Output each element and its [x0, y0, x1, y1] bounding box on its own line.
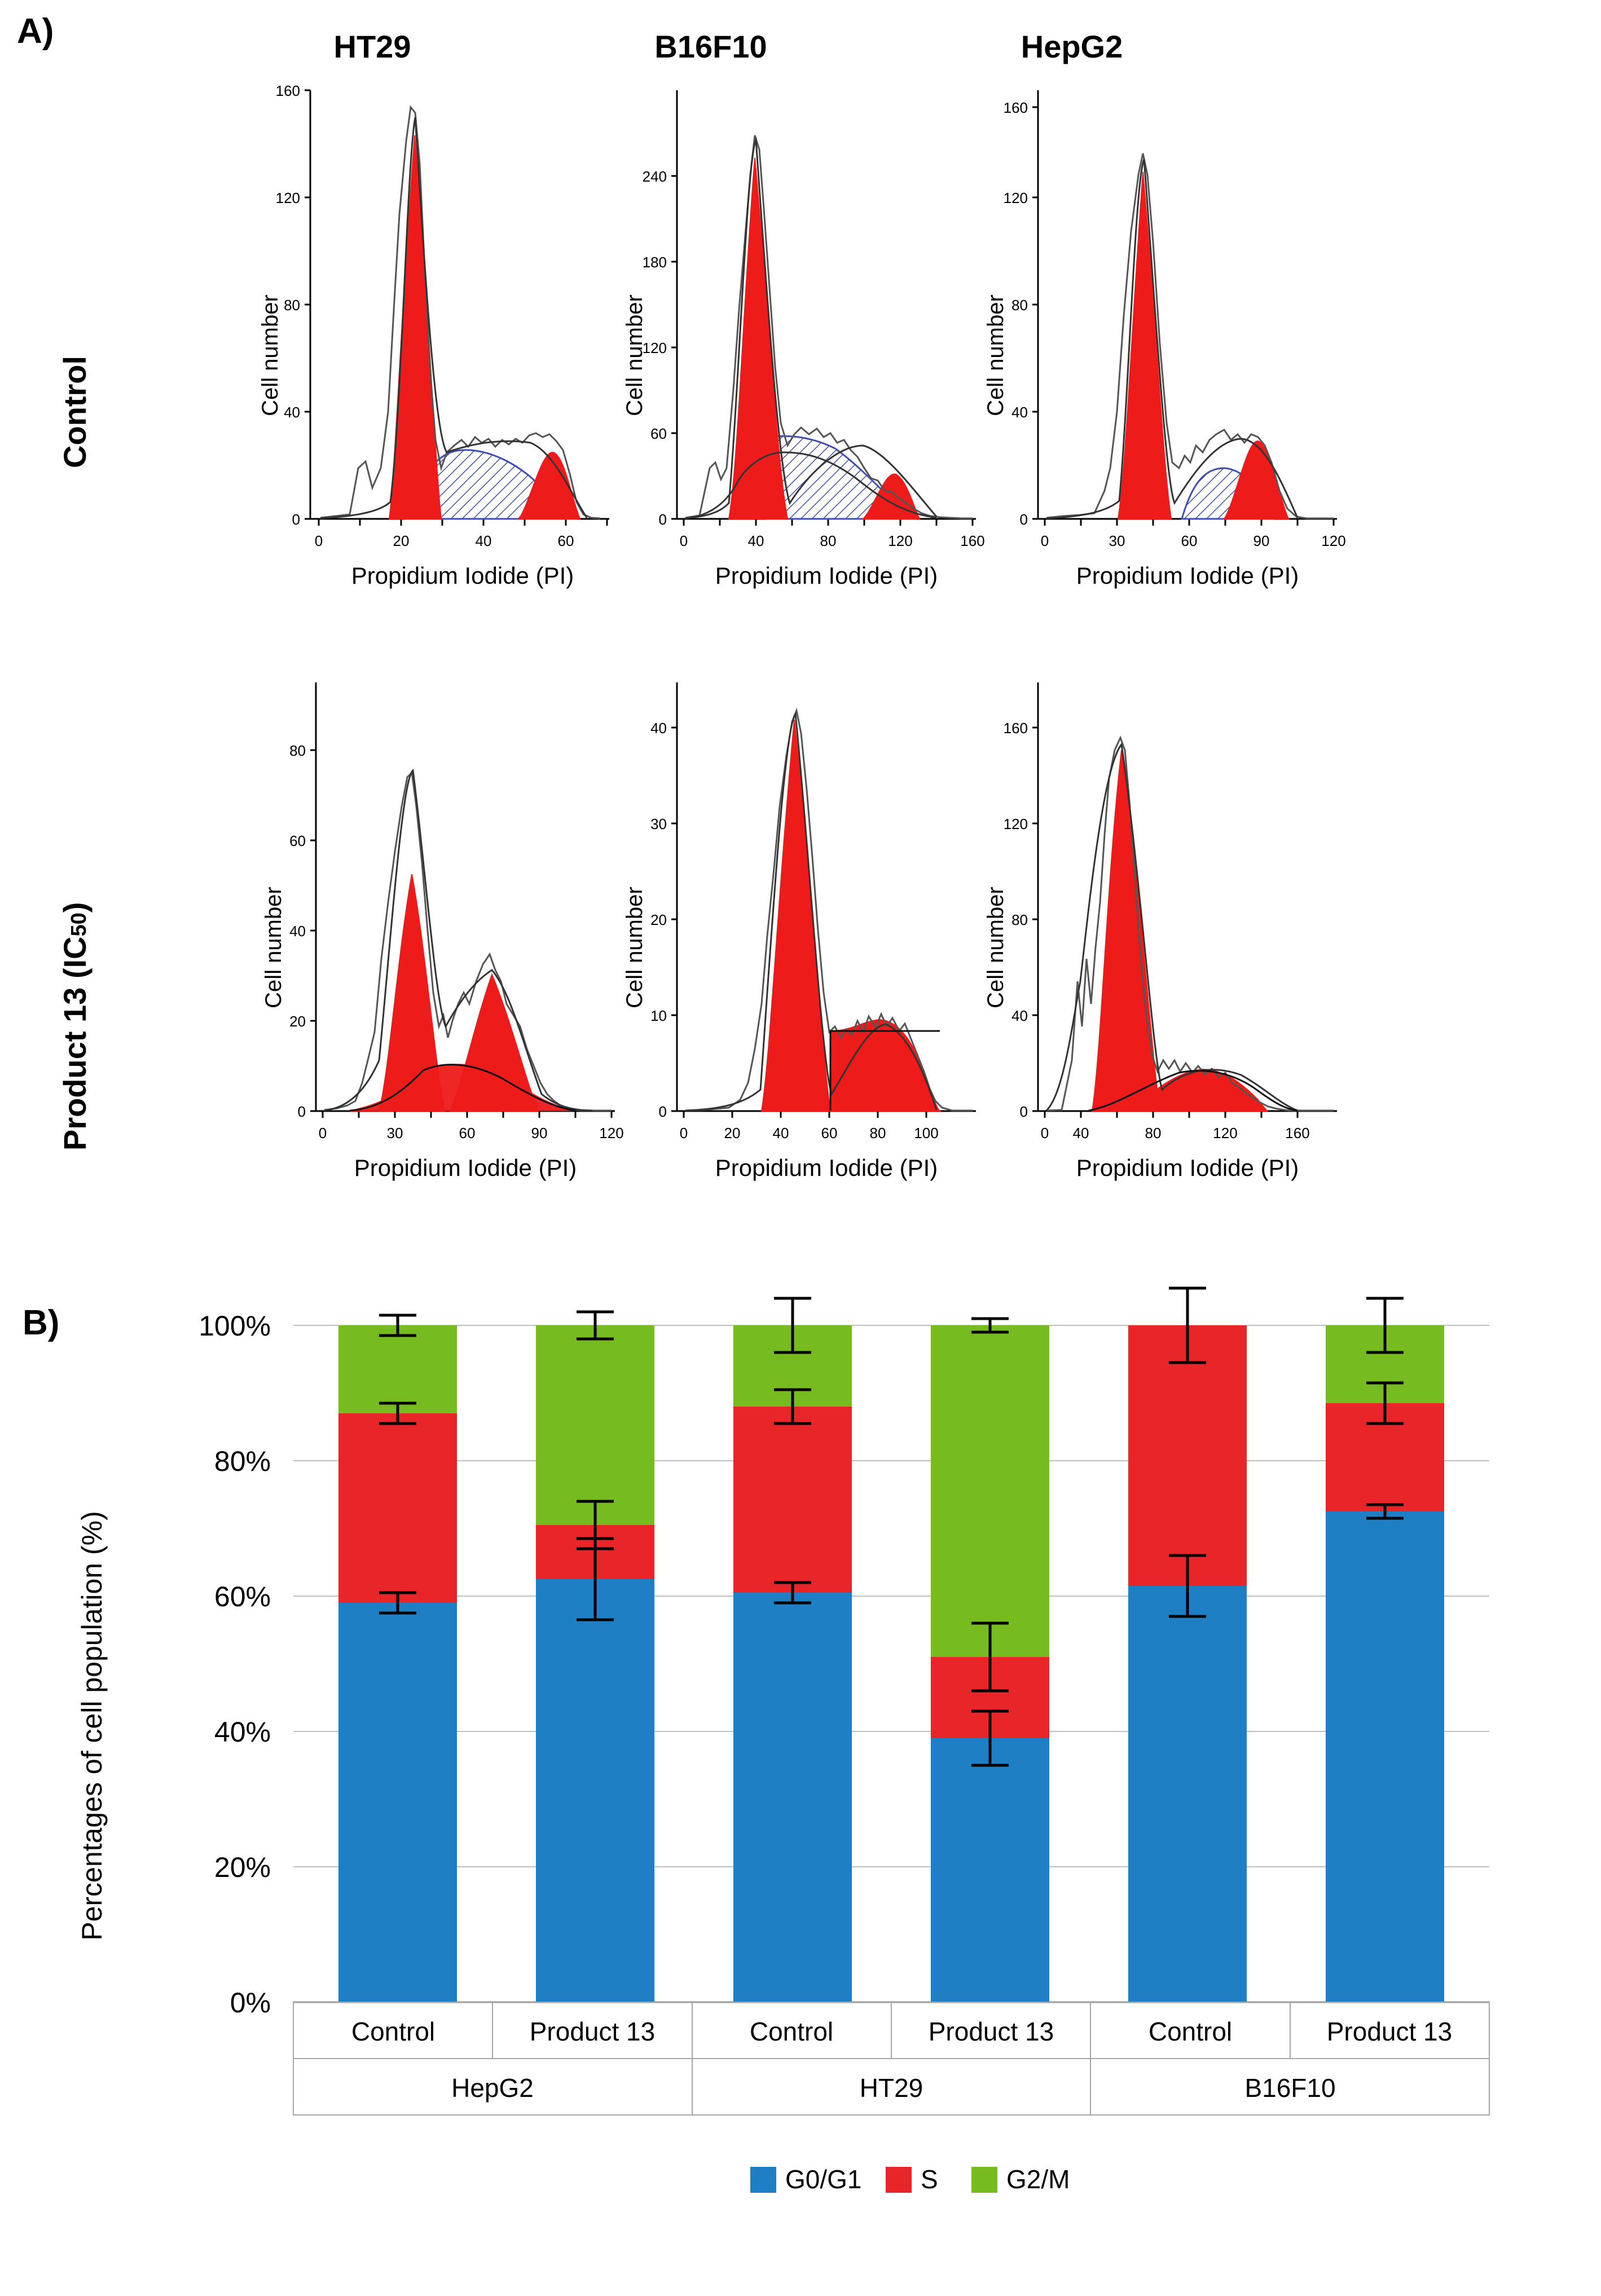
svg-text:40: 40 — [1011, 1007, 1028, 1024]
svg-text:20: 20 — [650, 911, 667, 928]
y-tick-100: 100% — [199, 1310, 271, 1342]
svg-text:0: 0 — [318, 1125, 327, 1142]
svg-text:40: 40 — [650, 720, 667, 737]
svg-text:80: 80 — [869, 1125, 886, 1142]
y-axis-label-ht29-product13: Cell number — [261, 887, 286, 1008]
chart-y-axis-label: Percentages of cell population (%) — [76, 1511, 108, 1941]
svg-text:160: 160 — [1285, 1125, 1310, 1142]
svg-text:120: 120 — [888, 532, 913, 549]
svg-text:0: 0 — [658, 1103, 667, 1120]
histogram-ht29-product13 — [237, 666, 632, 1229]
bar-hepg2-control — [338, 1315, 457, 2002]
histogram-ht29-control-svg — [237, 73, 632, 637]
legend-label-g0g1: G0/G1 — [785, 2165, 862, 2194]
svg-text:120: 120 — [1213, 1125, 1238, 1142]
column-title-hepg2: HepG2 — [1021, 29, 1123, 64]
y-axis-label-hepg2-control: Cell number — [983, 294, 1008, 416]
svg-text:60: 60 — [821, 1125, 838, 1142]
svg-text:80: 80 — [1011, 911, 1028, 928]
y-tick-40: 40% — [214, 1716, 271, 1748]
y-axis-label-ht29-control: Cell number — [258, 294, 283, 416]
svg-text:10: 10 — [650, 1007, 667, 1024]
x-axis-label-ht29-control: Propidium Iodide (PI) — [351, 562, 574, 589]
svg-text:40: 40 — [772, 1125, 789, 1142]
chart-legend — [750, 2165, 1070, 2194]
svg-text:60: 60 — [650, 425, 667, 442]
svg-text:40: 40 — [475, 532, 492, 549]
bar-b16f10-control — [1128, 1288, 1247, 2002]
svg-text:0: 0 — [1019, 1103, 1028, 1120]
svg-text:60: 60 — [557, 532, 574, 549]
group-label-1: HepG2 — [451, 2073, 534, 2103]
svg-text:120: 120 — [599, 1125, 624, 1142]
bar-ht29-control — [733, 1298, 852, 2002]
stacked-bar-chart — [0, 1280, 1601, 2295]
histogram-b16f10-product13 — [598, 666, 993, 1229]
svg-text:120: 120 — [1321, 532, 1346, 549]
row-label-product13-sub: 50 — [67, 913, 91, 937]
svg-text:0: 0 — [1019, 511, 1028, 528]
svg-text:100: 100 — [914, 1125, 939, 1142]
svg-text:20: 20 — [724, 1125, 741, 1142]
svg-text:0: 0 — [679, 532, 688, 549]
svg-text:80: 80 — [820, 532, 837, 549]
svg-text:240: 240 — [642, 168, 667, 185]
bar-hepg2-product13 — [536, 1312, 654, 2002]
histogram-ht29-control — [237, 73, 632, 637]
row-label-product13 — [56, 902, 93, 1151]
svg-text:160: 160 — [1003, 99, 1028, 116]
svg-text:0: 0 — [292, 511, 300, 528]
svg-text:30: 30 — [386, 1125, 403, 1142]
svg-text:20: 20 — [393, 532, 410, 549]
svg-text:0: 0 — [658, 511, 667, 528]
cat-label-6: Product 13 — [1326, 2017, 1453, 2046]
histogram-hepg2-control — [959, 73, 1354, 637]
group-label-3: B16F10 — [1244, 2073, 1336, 2103]
svg-text:90: 90 — [531, 1125, 548, 1142]
y-tick-60: 60% — [214, 1581, 271, 1612]
svg-text:40: 40 — [284, 404, 300, 421]
y-axis-label-b16f10-control: Cell number — [622, 294, 647, 416]
svg-text:60: 60 — [289, 832, 306, 849]
panel-b-label: B) — [23, 1303, 60, 1342]
svg-text:180: 180 — [642, 254, 667, 271]
svg-text:40: 40 — [747, 532, 764, 549]
svg-text:40: 40 — [1011, 404, 1028, 421]
svg-text:80: 80 — [284, 297, 300, 314]
svg-text:60: 60 — [1181, 532, 1198, 549]
group-label-2: HT29 — [859, 2073, 923, 2103]
svg-text:90: 90 — [1253, 532, 1270, 549]
bar-ht29-product13 — [931, 1319, 1049, 2002]
row-label-product13-main: Product 13 (IC — [57, 936, 93, 1151]
svg-text:80: 80 — [1145, 1125, 1162, 1142]
svg-text:0: 0 — [297, 1103, 306, 1120]
legend-label-g2m: G2/M — [1006, 2165, 1070, 2194]
svg-text:160: 160 — [1003, 720, 1028, 737]
y-tick-80: 80% — [214, 1446, 271, 1477]
y-tick-0: 0% — [230, 1987, 271, 2019]
x-axis-label-hepg2-control: Propidium Iodide (PI) — [1076, 562, 1299, 589]
cat-label-5: Control — [1148, 2017, 1233, 2046]
svg-text:0: 0 — [1040, 532, 1049, 549]
cat-label-3: Control — [749, 2017, 834, 2046]
y-tick-20: 20% — [214, 1852, 271, 1883]
histogram-b16f10-control — [598, 73, 993, 637]
histogram-hepg2-product13 — [959, 666, 1354, 1229]
y-axis-label-hepg2-product13: Cell number — [983, 887, 1008, 1008]
panel-a-label: A) — [17, 12, 54, 51]
column-title-b16f10: B16F10 — [654, 29, 767, 64]
svg-text:120: 120 — [1003, 816, 1028, 832]
cat-label-2: Product 13 — [529, 2017, 656, 2046]
svg-text:0: 0 — [679, 1125, 688, 1142]
bar-b16f10-product13 — [1326, 1298, 1444, 2002]
svg-text:160: 160 — [960, 532, 985, 549]
x-axis-label-hepg2-product13: Propidium Iodide (PI) — [1076, 1154, 1299, 1181]
svg-text:30: 30 — [1109, 532, 1125, 549]
svg-text:80: 80 — [289, 742, 306, 759]
svg-text:30: 30 — [650, 816, 667, 832]
svg-text:120: 120 — [1003, 190, 1028, 206]
svg-text:160: 160 — [275, 82, 300, 99]
svg-text:120: 120 — [642, 340, 667, 356]
svg-text:40: 40 — [289, 923, 306, 940]
column-title-ht29: HT29 — [333, 29, 411, 64]
svg-text:0: 0 — [1040, 1125, 1049, 1142]
row-label-product13-close: ) — [57, 902, 93, 913]
svg-text:40: 40 — [1072, 1125, 1089, 1142]
row-label-control: Control — [57, 355, 93, 468]
x-axis-label-ht29-product13: Propidium Iodide (PI) — [354, 1154, 577, 1181]
svg-text:60: 60 — [459, 1125, 476, 1142]
svg-text:20: 20 — [289, 1013, 306, 1030]
x-axis-label-b16f10-control: Propidium Iodide (PI) — [715, 562, 938, 589]
svg-text:120: 120 — [275, 190, 300, 206]
svg-text:0: 0 — [314, 532, 323, 549]
y-axis-label-b16f10-product13: Cell number — [622, 887, 647, 1008]
x-axis-label-b16f10-product13: Propidium Iodide (PI) — [715, 1154, 938, 1181]
stacked-bar-chart-svg — [0, 1280, 1601, 2295]
cat-label-4: Product 13 — [928, 2017, 1054, 2046]
svg-text:80: 80 — [1011, 297, 1028, 314]
cat-label-1: Control — [351, 2017, 436, 2046]
legend-label-s: S — [921, 2165, 938, 2194]
